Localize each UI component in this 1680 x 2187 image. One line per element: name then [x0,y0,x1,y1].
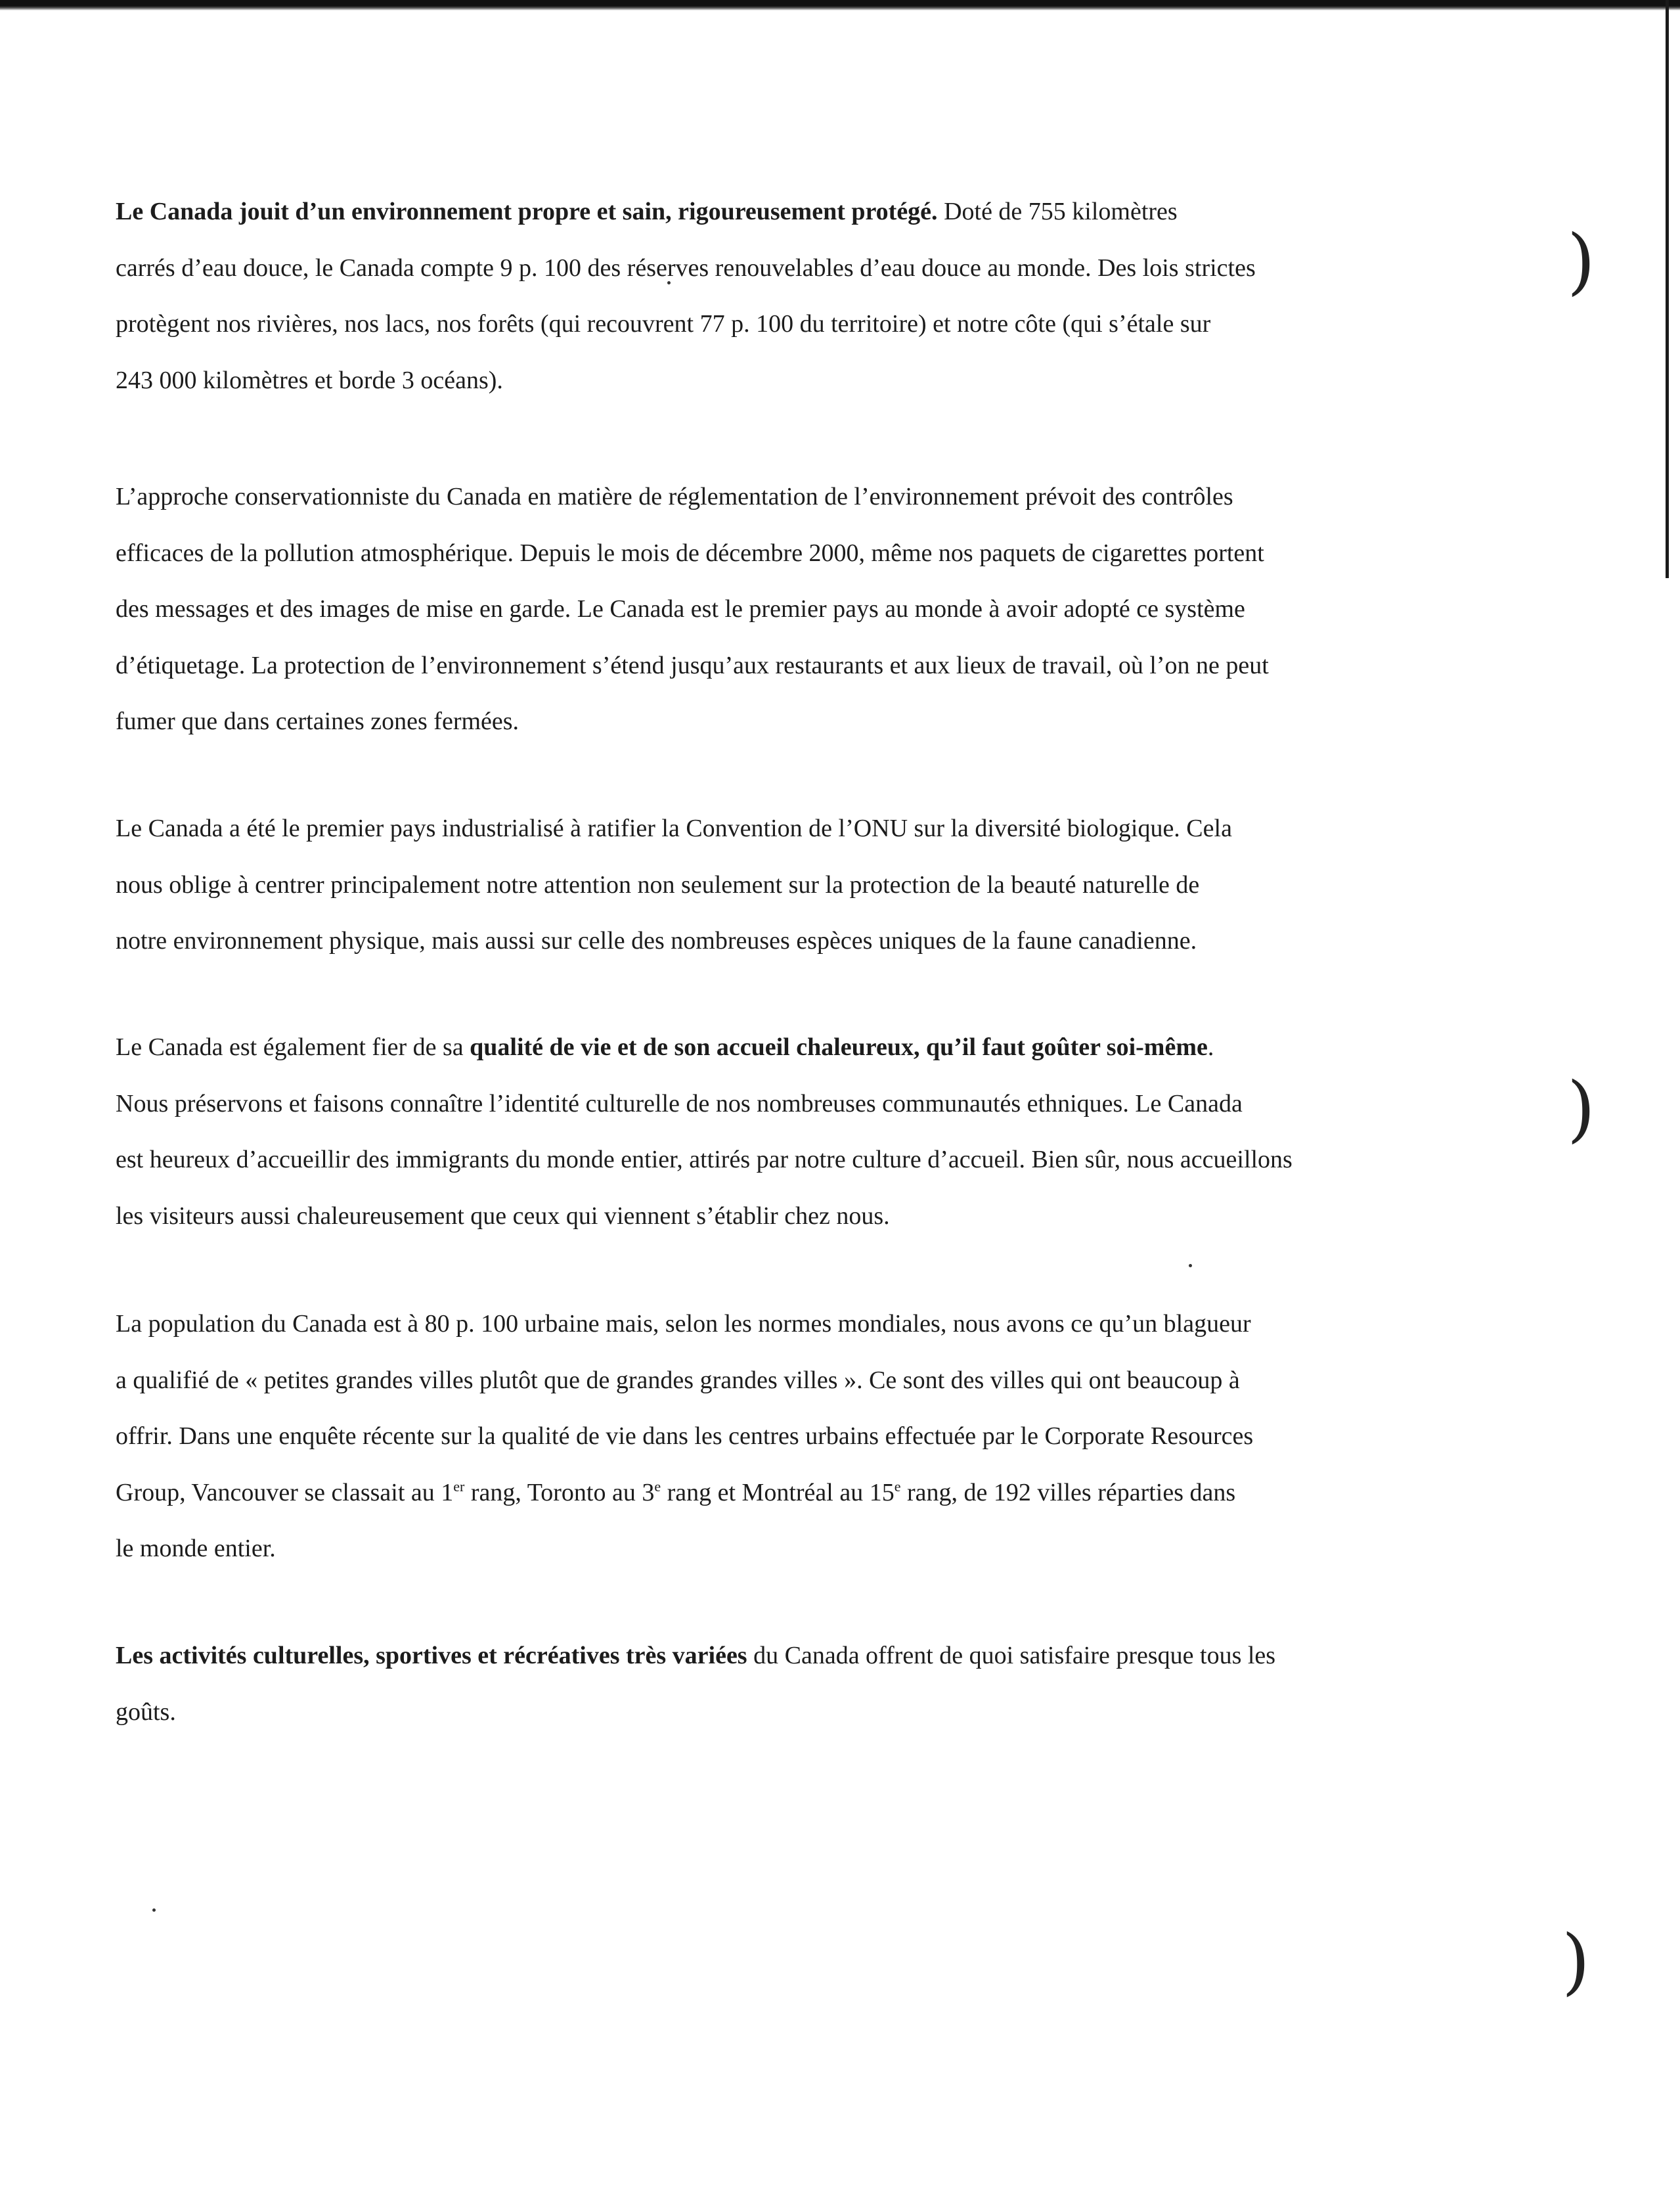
text-segment: notre environnement physique, mais aussi sur celle des nombreuses espèces uniques de la faune canadienne. [116,927,1197,955]
text-segment: Le Canada a été le premier pays industrialisé à ratifier la Convention de l’ONU sur la diversité biologique. Cela [116,815,1232,842]
text-segment: offrir. Dans une enquête récente sur la qualité de vie dans les centres urbains effectuée par le Corporate Resources [116,1422,1254,1450]
bold-text: Le Canada jouit d’un environnement propre et sain, rigoureusement protégé. [116,198,938,225]
text-segment: fumer que dans certaines zones fermées. [116,708,519,735]
text-segment: efficaces de la pollution atmosphérique. Depuis le mois de décembre 2000, même nos paquets de cigarettes portent [116,539,1264,567]
text-segment: . [1207,1033,1214,1061]
text-segment: Doté de 755 kilomètres [937,198,1178,225]
paragraph-approche [116,469,1521,750]
text-line [116,526,1521,582]
text-line [116,353,1521,409]
text-segment: des messages et des images de mise en garde. Le Canada est le premier pays au monde à avoir adopté ce système [116,595,1245,623]
text-line [116,296,1521,353]
text-line [116,581,1521,638]
bold-text: Les activités culturelles, sportives et récréatives très variées [116,1642,747,1669]
text-segment: 243 000 kilomètres et borde 3 océans). [116,366,503,394]
text-line [116,1020,1521,1076]
text-segment: Group, Vancouver se classait au 1 [116,1478,454,1506]
text-line [116,694,1521,750]
paragraph-population [116,1296,1521,1577]
text-segment: goûts. [116,1698,176,1726]
text-segment: nous oblige à centrer principalement notre attention non seulement sur la protection de la beauté naturelle de [116,870,1200,899]
paragraph-convention [116,801,1521,970]
text-line [116,184,1521,240]
text-line [116,857,1521,914]
paragraph-qualite [116,1020,1521,1244]
text-segment: a qualifié de « petites grandes villes plutôt que de grandes grandes villes ». Ce sont des villes qui ont beaucoup à [116,1366,1240,1394]
margin-bracket-mark: ) [1567,219,1595,303]
text-segment: Le Canada est également fier de sa [116,1033,470,1061]
margin-bracket-mark: ) [1567,1066,1595,1150]
scan-speck [1189,1264,1192,1267]
text-segment: rang et Montréal au 15 [661,1478,895,1506]
text-segment: Nous préservons et faisons connaître l’identité culturelle de nos nombreuses communautés ethniques. Le Canada [116,1089,1243,1117]
text-segment: d’étiquetage. La protection de l’environnement s’étend jusqu’aux restaurants et aux lieux de travail, où l’on ne peut [116,651,1269,679]
text-line [116,1628,1521,1684]
scan-top-edge [0,0,1680,11]
text-line [116,1684,1521,1741]
text-segment: du Canada offrent de quoi satisfaire presque tous les [747,1642,1276,1669]
text-line [116,1076,1521,1133]
superscript: er [453,1477,465,1495]
text-segment: protègent nos rivières, nos lacs, nos forêts (qui recouvrent 77 p. 100 du territoire) et notre côte (qui s’étale sur [116,310,1211,338]
text-line [116,801,1521,857]
text-line [116,1409,1521,1465]
text-line [116,1296,1521,1353]
bold-text: qualité de vie et de son accueil chaleureux, qu’il faut goûter soi-même [470,1033,1208,1061]
text-segment: carrés d’eau douce, le Canada compte 9 p. 100 des réserves renouvelables d’eau douce au monde. Des lois strictes [116,254,1256,282]
text-segment: rang, Toronto au 3 [464,1478,655,1506]
text-segment: les visiteurs aussi chaleureusement que ceux qui viennent s’établir chez nous. [116,1202,890,1230]
paragraph-activites [116,1628,1521,1740]
text-line [116,1353,1521,1409]
superscript: e [894,1477,901,1495]
text-segment: est heureux d’accueillir des immigrants du monde entier, attirés par notre culture d’accueil. Bien sûr, nous accueillons [116,1146,1293,1173]
text-segment: rang, de 192 villes réparties dans [900,1478,1236,1506]
margin-bracket-mark: ) [1562,1919,1590,2003]
text-segment: La population du Canada est à 80 p. 100 urbaine mais, selon les normes mondiales, nous avons ce qu’un blagueur [116,1310,1251,1338]
text-line [116,638,1521,694]
text-segment: le monde entier. [116,1535,276,1562]
text-line [116,240,1521,297]
text-line [116,1132,1521,1188]
text-line [116,1521,1521,1577]
scan-speck [152,1908,156,1912]
scan-right-edge [1666,0,1669,578]
superscript: e [654,1477,661,1495]
scan-speck [667,281,671,284]
text-line [116,469,1521,526]
text-line [116,1188,1521,1245]
text-segment: L’approche conservationniste du Canada en matière de réglementation de l’environnement prévoit des contrôles [116,483,1233,510]
text-line [116,913,1521,970]
paragraph-environnement [116,184,1521,409]
text-line [116,1465,1521,1522]
